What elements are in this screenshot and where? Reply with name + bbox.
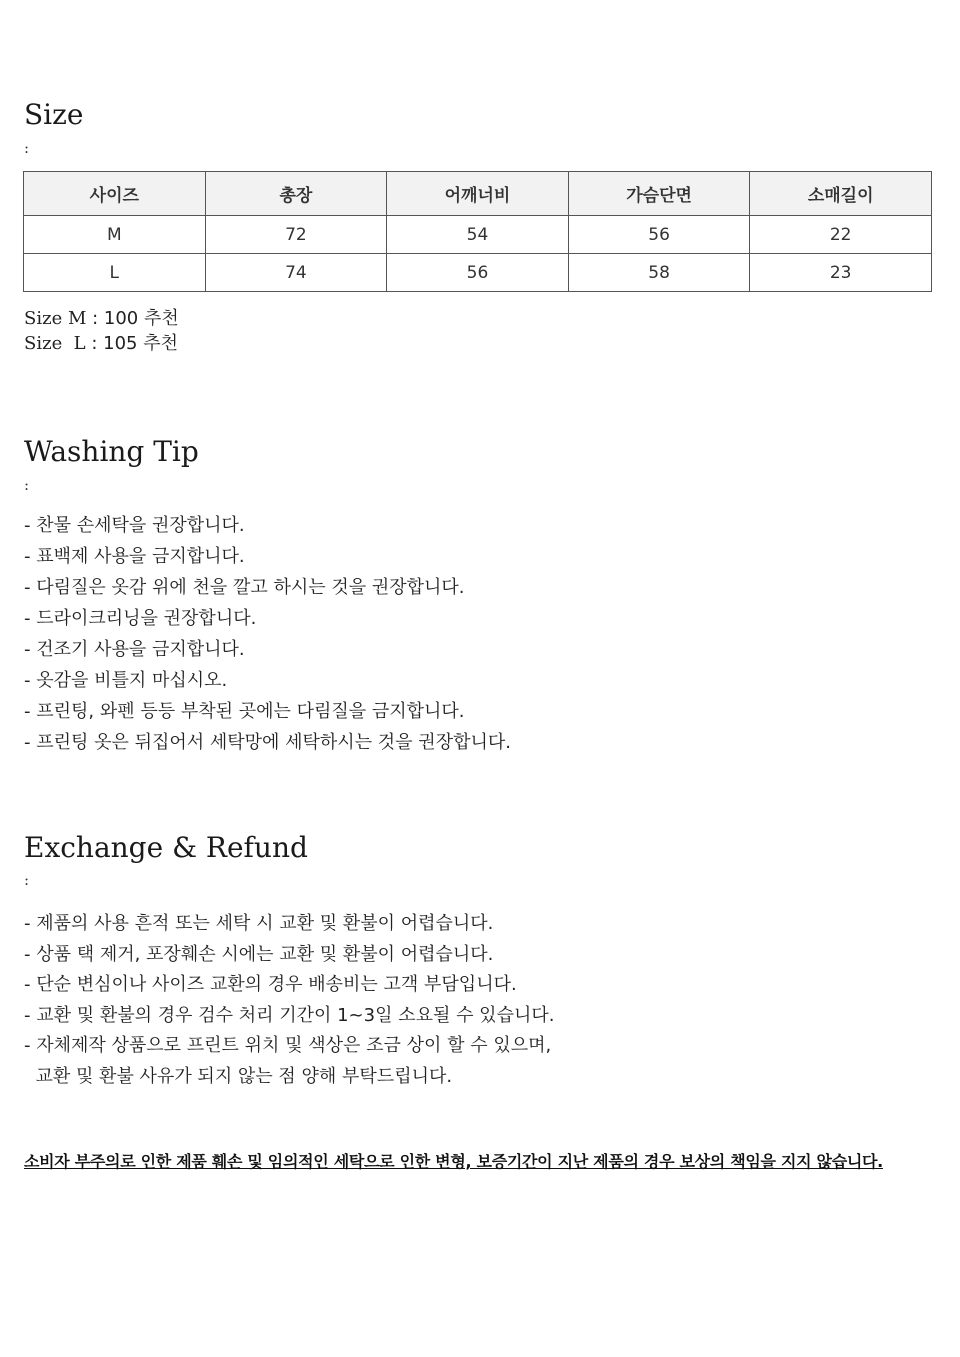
- list-item: - 드라이크리닝을 권장합니다.: [24, 608, 257, 629]
- list-item: - 옷감을 비틀지 마십시오.: [24, 670, 228, 691]
- list-item: - 표백제 사용을 금지합니다.: [24, 546, 245, 567]
- table-cell: 74: [205, 254, 387, 292]
- size-table: [23, 171, 932, 292]
- table-row: [24, 216, 932, 254]
- liability-notice: 소비자 부주의로 인한 제품 훼손 및 임의적인 세탁으로 인한 변형, 보증기간이 지난 제품의 경우 보상의 책임을 지지 않습니다.: [24, 1152, 883, 1171]
- list-item: - 상품 택 제거, 포장훼손 시에는 교환 및 환불이 어렵습니다.: [24, 943, 494, 965]
- list-item: - 다림질은 옷감 위에 천을 깔고 하시는 것을 권장합니다.: [24, 577, 465, 598]
- list-item: - 프린팅 옷은 뒤집어서 세탁망에 세탁하시는 것을 권장합니다.: [24, 732, 511, 753]
- table-row: [24, 254, 932, 292]
- size-recommendation-m: [24, 304, 179, 330]
- list-item: - 자체제작 상품으로 프린트 위치 및 색상은 조금 상이 할 수 있으며,: [24, 1035, 552, 1056]
- washing-tip-colon: :: [24, 476, 30, 494]
- table-cell: M: [24, 216, 206, 254]
- list-item: - 찬물 손세탁을 권장합니다.: [24, 515, 245, 536]
- header-chest-width: 가슴단면: [568, 172, 750, 216]
- rec-size-text: : 100 추천: [86, 308, 179, 329]
- washing-tip-heading: Washing Tip: [24, 435, 199, 468]
- list-item: - 프린팅, 와펜 등등 부착된 곳에는 다림질을 금지합니다.: [24, 701, 465, 722]
- exchange-refund-heading: Exchange & Refund: [24, 831, 308, 864]
- table-cell: 23: [750, 254, 932, 292]
- list-item: - 단순 변심이나 사이즈 교환의 경우 배송비는 고객 부담입니다.: [24, 974, 517, 995]
- table-cell: 54: [387, 216, 569, 254]
- list-item: - 제품의 사용 흔적 또는 세탁 시 교환 및 환불이 어렵습니다.: [24, 913, 494, 934]
- rec-size-text: : 105 추천: [85, 333, 178, 354]
- table-cell: 56: [568, 216, 750, 254]
- table-cell: 22: [750, 216, 932, 254]
- size-table-header-row: [24, 172, 932, 216]
- rec-size-label: Size M: [24, 308, 87, 329]
- header-shoulder-width: 어깨너비: [387, 172, 569, 216]
- table-cell: 56: [387, 254, 569, 292]
- list-item: 교환 및 환불 사유가 되지 않는 점 양해 부탁드립니다.: [24, 1065, 453, 1087]
- size-colon: :: [24, 139, 30, 157]
- header-sleeve-length: 소매길이: [750, 172, 932, 216]
- washing-tip-list: [24, 510, 511, 758]
- size-recommendation-l: [24, 329, 178, 355]
- list-item: - 건조기 사용을 금지합니다.: [24, 639, 245, 660]
- table-cell: L: [24, 254, 206, 292]
- header-size: 사이즈: [24, 172, 206, 216]
- exchange-refund-list: [24, 909, 554, 1092]
- header-total-length: 총장: [205, 172, 387, 216]
- size-heading: Size: [24, 98, 84, 131]
- list-item: - 교환 및 환불의 경우 검수 처리 기간이 1~3일 소요될 수 있습니다.: [24, 1004, 555, 1026]
- table-cell: 72: [205, 216, 387, 254]
- table-cell: 58: [568, 254, 750, 292]
- rec-size-label: Size L: [24, 333, 86, 354]
- exchange-refund-colon: :: [24, 871, 30, 889]
